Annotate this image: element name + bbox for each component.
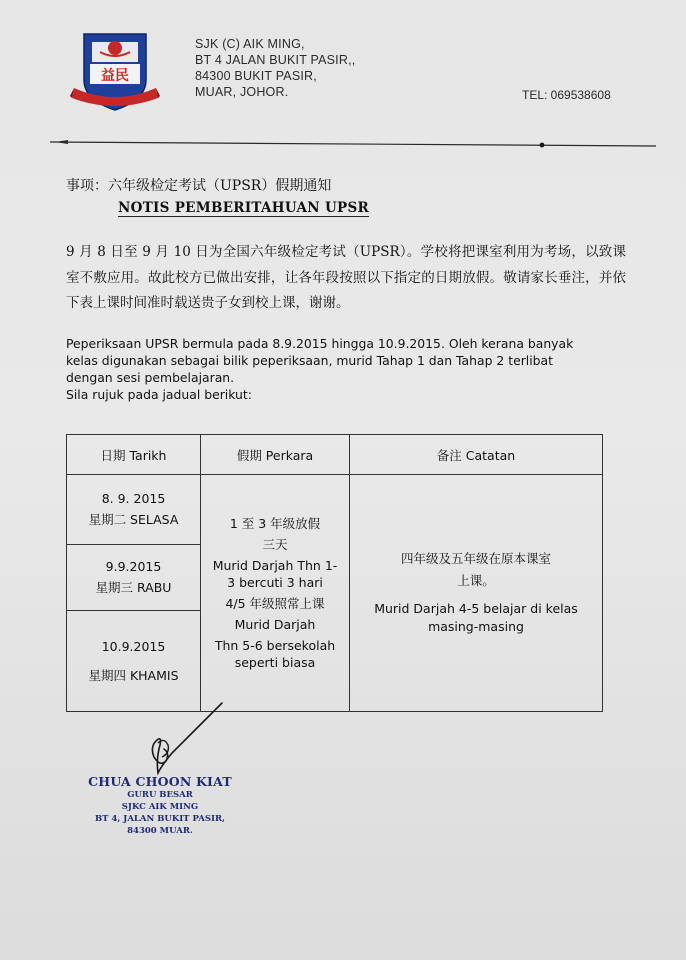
catatan-cell: 四年级及五年级在原本课室 上课。 Murid Darjah 4-5 belajar di kelas masing-masing <box>350 475 603 712</box>
school-address: SJK (C) AIK MING, BT 4 JALAN BUKIT PASIR,, 84300 BUKIT PASIR, MUAR, JOHOR. <box>195 37 356 99</box>
notice-ms: Peperiksaan UPSR bermula pada 8.9.2015 hingga 10.9.2015. Oleh kerana banyak kelas digunakan sebagai bilik peperiksaan, murid Tahap 1 dan Tahap 2 terlibat dengan sesi pembelajaran. Sila rujuk pada jadual berikut: <box>66 336 574 402</box>
header-divider <box>50 138 656 150</box>
subject-ms: NOTIS PEMBERITAHUAN UPSR <box>118 200 370 216</box>
header-perkara: 假期 Perkara <box>201 435 350 475</box>
school-telephone: TEL: 069538608 <box>522 88 611 102</box>
official-stamp: CHUA CHOON KIAT GURU BESAR SJKC AIK MING BT 4, JALAN BUKIT PASIR, 84300 MUAR. <box>88 774 232 836</box>
signature <box>140 695 260 785</box>
header-catatan: 备注 Catatan <box>350 435 603 475</box>
header-date: 日期 Tarikh <box>67 435 201 475</box>
school-logo <box>70 28 160 112</box>
date-cell: 9.9.2015 星期三 RABU <box>67 545 201 611</box>
subject-zh: 事项：六年级检定考试（UPSR）假期通知 <box>66 178 332 194</box>
date-cell: 10.9.2015 星期四 KHAMIS <box>67 611 201 712</box>
table-header-row <box>67 435 603 475</box>
svg-text:益民: 益民 <box>101 68 129 84</box>
notice-zh: 9 月 8 日至 9 月 10 日为全国六年级检定考试（UPSR）。学校将把课室利用为考场，以致课室不敷应用。故此校方已做出安排，让各年段按照以下指定的日期放假。敬请家长垂注，并依下表上课时间准时载送贵子女到校上课，谢谢。 <box>66 244 626 311</box>
perkara-cell: 1 至 3 年级放假 三天 Murid Darjah Thn 1- 3 bercuti 3 hari 4/5 年级照常上课 Murid Darjah Thn 5-6 bersekolah seperti biasa <box>201 475 350 712</box>
date-cell: 8. 9. 2015 星期二 SELASA <box>67 475 201 545</box>
table-row <box>67 475 603 545</box>
schedule-table <box>66 434 603 712</box>
